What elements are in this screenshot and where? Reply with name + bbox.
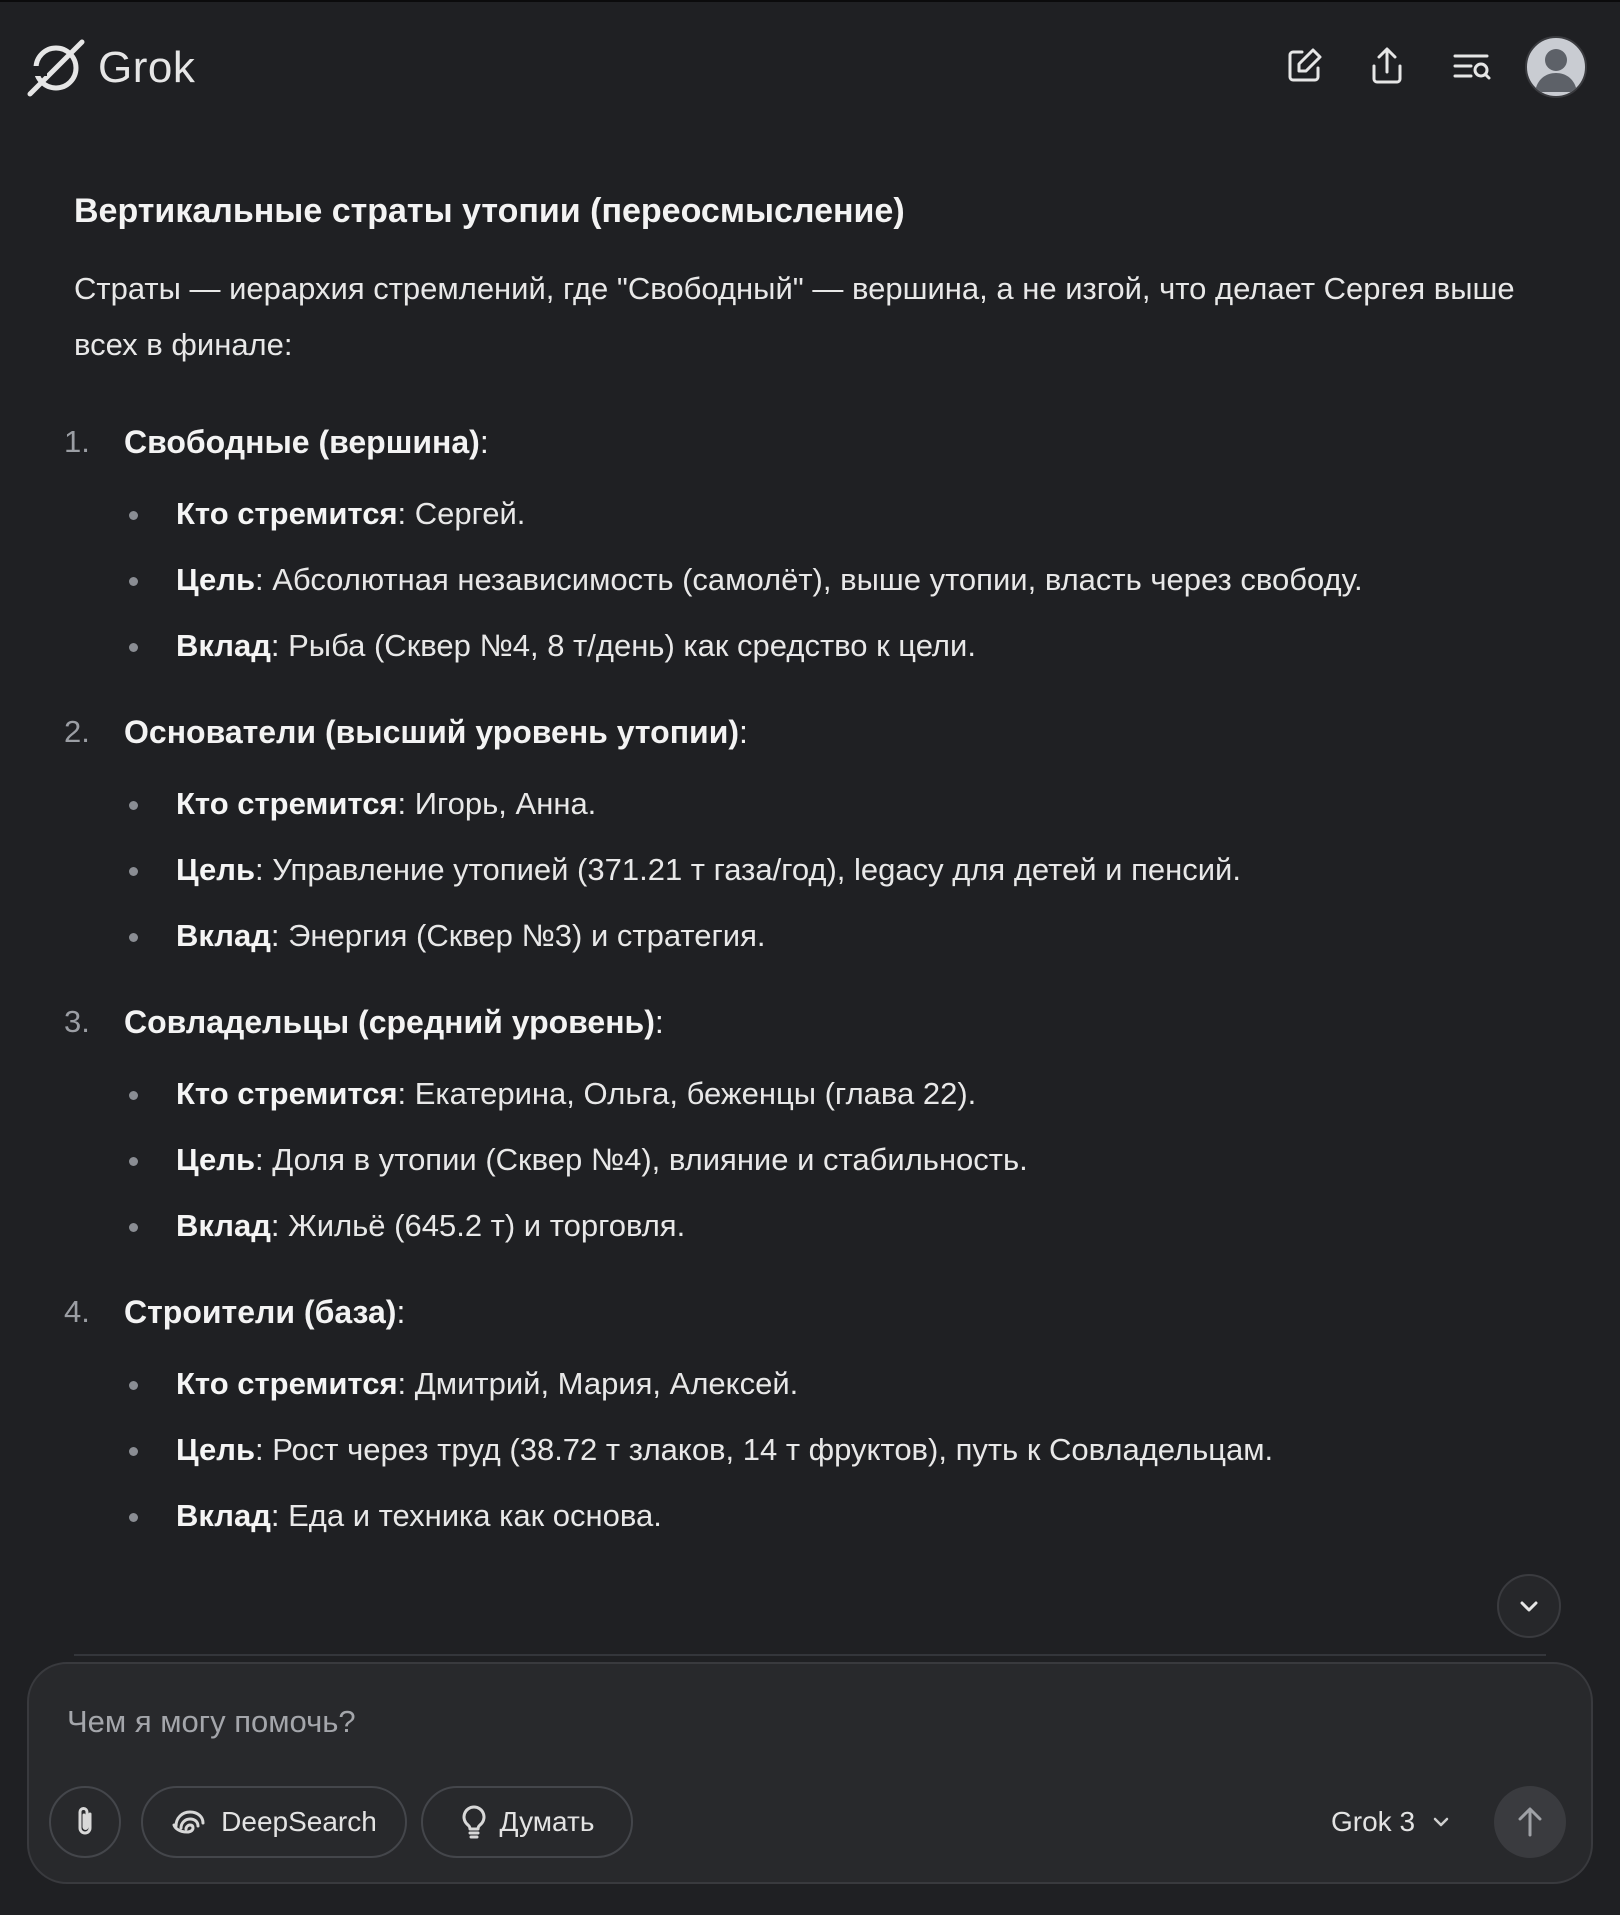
strata-level-title (124, 1294, 405, 1331)
strata-level-title (124, 424, 489, 461)
model-label: Grok 3 (1331, 1806, 1416, 1837)
avatar[interactable] (1525, 36, 1587, 98)
list-item-text (176, 562, 1363, 598)
bullet-dot-icon (129, 1381, 138, 1390)
list-item (74, 547, 1554, 613)
list-item (74, 1127, 1554, 1193)
bullet-dot-icon (129, 933, 138, 942)
list-item (74, 1193, 1554, 1259)
bullet-dot-icon (129, 643, 138, 652)
strata-level-title-text: Совладельцы (средний уровень) (124, 1003, 655, 1040)
list-number: 2. (64, 714, 90, 749)
think-button[interactable] (421, 1786, 633, 1858)
list-item-text (176, 1208, 685, 1244)
title-colon: : (396, 1293, 406, 1330)
list-number: 1. (64, 424, 90, 459)
strata-level-heading (64, 997, 1554, 1047)
list-item (74, 903, 1554, 969)
list-item (74, 1351, 1554, 1417)
chevron-down-icon (1515, 1592, 1543, 1620)
strata-level-heading (64, 417, 1554, 467)
strata-details-list (74, 771, 1554, 969)
attach-button[interactable] (49, 1786, 121, 1858)
list-item-value: : Еда и техника как основа. (270, 1498, 662, 1533)
list-item-key: Вклад (176, 918, 271, 953)
list-item-value: : Рост через труд (38.72 т злаков, 14 т фруктов), путь к Совладельцам. (255, 1432, 1274, 1467)
list-item-key: Цель (176, 562, 256, 597)
bullet-dot-icon (129, 511, 138, 520)
list-item-text (176, 1142, 1028, 1178)
strata-level-heading (64, 707, 1554, 757)
list-item-value: : Абсолютная независимость (самолёт), выше утопии, власть через свободу. (255, 562, 1363, 597)
message-title: Вертикальные страты утопии (переосмысление) (74, 192, 905, 230)
strata-list (64, 417, 1554, 1549)
arrow-up-icon (1514, 1805, 1546, 1839)
list-item-value: : Дмитрий, Мария, Алексей. (397, 1366, 799, 1401)
message-input[interactable]: Чем я могу помочь? (67, 1704, 356, 1739)
deepsearch-icon (171, 1806, 209, 1838)
strata-level-heading (64, 1287, 1554, 1337)
paperclip-icon (70, 1805, 100, 1839)
list-item (74, 1061, 1554, 1127)
share-icon (1367, 46, 1407, 86)
user-avatar-icon (1527, 38, 1585, 96)
list-item-key: Цель (176, 1432, 256, 1467)
list-item-value: : Екатерина, Ольга, беженцы (глава 22). (397, 1076, 977, 1111)
list-item-text (176, 1076, 976, 1112)
list-item (74, 771, 1554, 837)
title-colon: : (654, 1003, 664, 1040)
list-item-key: Цель (176, 852, 256, 887)
list-number: 3. (64, 1004, 90, 1039)
list-item-value: : Управление утопией (371.21 т газа/год), legacy для детей и пенсий. (255, 852, 1241, 887)
list-item-text (176, 1366, 798, 1402)
list-item-text (176, 786, 596, 822)
strata-level-title-text: Свободные (вершина) (124, 423, 480, 460)
list-item (74, 481, 1554, 547)
list-number: 4. (64, 1294, 90, 1329)
list-item-text (176, 1432, 1273, 1468)
list-item-text (176, 918, 766, 954)
list-item-key: Вклад (176, 628, 271, 663)
edit-icon (1284, 46, 1324, 86)
strata-level-title-text: Основатели (высший уровень утопии) (124, 713, 740, 750)
deepsearch-button[interactable] (141, 1786, 407, 1858)
lightbulb-icon (460, 1804, 488, 1840)
strata-level (64, 1287, 1554, 1549)
deepsearch-label: DeepSearch (221, 1806, 377, 1837)
strata-details-list (74, 481, 1554, 679)
strata-level (64, 707, 1554, 969)
list-item-value: : Сергей. (397, 496, 526, 531)
message-intro: Страты — иерархия стремлений, где "Свободный" — вершина, а не изгой, что делает Сергея выше всех в финале: (74, 271, 1515, 362)
list-item-value: : Игорь, Анна. (397, 786, 597, 821)
chevron-down-icon (1429, 1810, 1453, 1834)
strata-level (64, 997, 1554, 1259)
list-item (74, 1417, 1554, 1483)
list-item-key: Кто стремится (176, 786, 398, 821)
scroll-down-button[interactable] (1497, 1574, 1561, 1638)
list-item-key: Кто стремится (176, 1076, 398, 1111)
list-item-value: : Жильё (645.2 т) и торговля. (270, 1208, 686, 1243)
bullet-dot-icon (129, 1157, 138, 1166)
list-item-key: Кто стремится (176, 1366, 398, 1401)
bullet-dot-icon (129, 1447, 138, 1456)
assistant-message (64, 187, 1554, 1577)
logo-text: Grok (98, 43, 196, 92)
strata-details-list (74, 1061, 1554, 1259)
share-button[interactable] (1361, 40, 1413, 92)
top-bar (0, 2, 1620, 132)
list-item-value: : Доля в утопии (Сквер №4), влияние и стабильность. (255, 1142, 1028, 1177)
bullet-dot-icon (129, 1223, 138, 1232)
new-chat-button[interactable] (1278, 40, 1330, 92)
strata-level-title-text: Строители (база) (124, 1293, 397, 1330)
list-item-key: Цель (176, 1142, 256, 1177)
model-selector[interactable] (1331, 1786, 1453, 1858)
list-item-key: Вклад (176, 1208, 271, 1243)
list-item-text (176, 628, 976, 664)
title-colon: : (739, 713, 748, 750)
title-colon: : (479, 423, 489, 460)
list-item-text (176, 496, 525, 532)
chat-composer[interactable] (27, 1662, 1593, 1884)
send-button[interactable] (1494, 1786, 1566, 1858)
list-item-value: : Энергия (Сквер №3) и стратегия. (270, 918, 766, 953)
strata-level-title (124, 714, 748, 751)
list-item-value: : Рыба (Сквер №4, 8 т/день) как средство к цели. (270, 628, 976, 663)
strata-details-list (74, 1351, 1554, 1549)
list-item (74, 613, 1554, 679)
list-item-key: Кто стремится (176, 496, 398, 531)
history-search-icon (1451, 46, 1493, 86)
list-item-text (176, 852, 1241, 888)
bullet-dot-icon (129, 801, 138, 810)
strata-level-title (124, 1004, 664, 1041)
bullet-dot-icon (129, 577, 138, 586)
list-item-text (176, 1498, 662, 1534)
think-label: Думать (499, 1806, 595, 1837)
bullet-dot-icon (129, 1091, 138, 1100)
list-item (74, 1483, 1554, 1549)
list-item (74, 837, 1554, 903)
bullet-dot-icon (129, 867, 138, 876)
list-item-key: Вклад (176, 1498, 271, 1533)
grok-logo-icon (24, 36, 88, 100)
history-button[interactable] (1446, 40, 1498, 92)
bullet-dot-icon (129, 1513, 138, 1522)
strata-level (64, 417, 1554, 679)
composer-divider (74, 1654, 1546, 1656)
grok-logo[interactable] (24, 36, 195, 100)
